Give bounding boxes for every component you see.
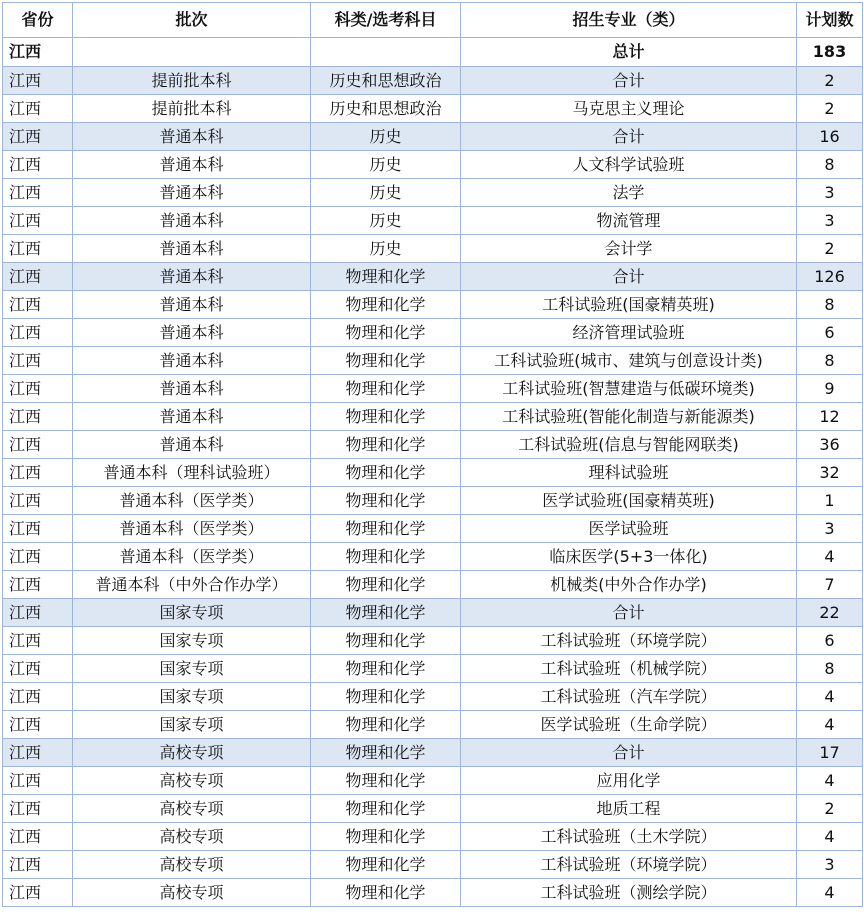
cell-subject: 物理和化学 (311, 263, 461, 291)
cell-subject: 物理和化学 (311, 403, 461, 431)
cell-batch (73, 38, 311, 67)
cell-plan-count: 2 (797, 235, 863, 263)
cell-plan-count: 6 (797, 627, 863, 655)
cell-batch: 普通本科 (73, 207, 311, 235)
table-row (3, 571, 863, 599)
cell-major: 医学试验班 (461, 515, 797, 543)
subtotal-row (3, 263, 863, 291)
cell-batch: 国家专项 (73, 627, 311, 655)
cell-plan-count: 4 (797, 683, 863, 711)
cell-batch: 高校专项 (73, 823, 311, 851)
cell-subject: 物理和化学 (311, 515, 461, 543)
cell-subject: 物理和化学 (311, 375, 461, 403)
table-row (3, 207, 863, 235)
cell-major: 地质工程 (461, 795, 797, 823)
cell-major: 医学试验班（生命学院） (461, 711, 797, 739)
cell-batch: 普通本科（医学类） (73, 515, 311, 543)
cell-subject: 物理和化学 (311, 431, 461, 459)
cell-batch: 普通本科 (73, 179, 311, 207)
cell-batch: 普通本科（理科试验班） (73, 459, 311, 487)
cell-batch: 高校专项 (73, 739, 311, 767)
cell-subject: 物理和化学 (311, 627, 461, 655)
cell-subject: 物理和化学 (311, 319, 461, 347)
cell-subject: 物理和化学 (311, 711, 461, 739)
cell-batch: 普通本科 (73, 263, 311, 291)
cell-major: 医学试验班(国豪精英班) (461, 487, 797, 515)
cell-province: 江西 (3, 711, 73, 739)
table-row (3, 375, 863, 403)
table-header (3, 3, 863, 38)
cell-province: 江西 (3, 879, 73, 907)
header-batch: 批次 (73, 3, 311, 38)
cell-major: 工科试验班（机械学院） (461, 655, 797, 683)
cell-major: 临床医学(5+3一体化) (461, 543, 797, 571)
cell-batch: 提前批本科 (73, 67, 311, 95)
cell-province: 江西 (3, 403, 73, 431)
cell-province: 江西 (3, 767, 73, 795)
table-row (3, 459, 863, 487)
cell-major: 人文科学试验班 (461, 151, 797, 179)
table-row (3, 403, 863, 431)
cell-subject: 物理和化学 (311, 347, 461, 375)
cell-subject: 历史 (311, 179, 461, 207)
table-row (3, 291, 863, 319)
cell-batch: 国家专项 (73, 711, 311, 739)
cell-plan-count: 4 (797, 823, 863, 851)
cell-subject: 物理和化学 (311, 879, 461, 907)
cell-plan-count: 36 (797, 431, 863, 459)
cell-subject: 物理和化学 (311, 543, 461, 571)
table-row (3, 95, 863, 123)
cell-major: 工科试验班（汽车学院） (461, 683, 797, 711)
cell-batch: 高校专项 (73, 879, 311, 907)
cell-plan-count: 8 (797, 151, 863, 179)
cell-subject: 物理和化学 (311, 459, 461, 487)
cell-province: 江西 (3, 487, 73, 515)
enrollment-plan-table (2, 2, 863, 907)
cell-province: 江西 (3, 571, 73, 599)
cell-major: 工科试验班(城市、建筑与创意设计类) (461, 347, 797, 375)
cell-province: 江西 (3, 375, 73, 403)
cell-plan-count: 16 (797, 123, 863, 151)
cell-subject: 历史 (311, 235, 461, 263)
table-row (3, 235, 863, 263)
table-row (3, 179, 863, 207)
subtotal-row (3, 599, 863, 627)
table-row (3, 487, 863, 515)
cell-batch: 普通本科 (73, 235, 311, 263)
total-row (3, 38, 863, 67)
cell-plan-count: 2 (797, 67, 863, 95)
cell-subject: 物理和化学 (311, 655, 461, 683)
cell-major: 机械类(中外合作办学) (461, 571, 797, 599)
cell-subject: 历史 (311, 207, 461, 235)
cell-province: 江西 (3, 739, 73, 767)
cell-plan-count: 8 (797, 347, 863, 375)
cell-major: 应用化学 (461, 767, 797, 795)
cell-plan-count: 4 (797, 543, 863, 571)
cell-plan-count: 2 (797, 795, 863, 823)
cell-province: 江西 (3, 795, 73, 823)
cell-major: 经济管理试验班 (461, 319, 797, 347)
cell-subject: 历史和思想政治 (311, 95, 461, 123)
cell-subject: 物理和化学 (311, 823, 461, 851)
cell-province: 江西 (3, 95, 73, 123)
table-row (3, 515, 863, 543)
cell-province: 江西 (3, 683, 73, 711)
table-row (3, 767, 863, 795)
cell-province: 江西 (3, 235, 73, 263)
cell-province: 江西 (3, 319, 73, 347)
cell-major: 理科试验班 (461, 459, 797, 487)
cell-batch: 国家专项 (73, 683, 311, 711)
table-row (3, 543, 863, 571)
cell-subject: 物理和化学 (311, 795, 461, 823)
cell-subject: 物理和化学 (311, 599, 461, 627)
cell-subject: 物理和化学 (311, 683, 461, 711)
cell-subject: 物理和化学 (311, 739, 461, 767)
cell-province: 江西 (3, 207, 73, 235)
cell-plan-count: 8 (797, 291, 863, 319)
cell-subject: 物理和化学 (311, 291, 461, 319)
cell-plan-count: 9 (797, 375, 863, 403)
cell-plan-count: 4 (797, 711, 863, 739)
cell-major: 工科试验班（环境学院） (461, 627, 797, 655)
cell-plan-count: 12 (797, 403, 863, 431)
cell-subject: 物理和化学 (311, 851, 461, 879)
cell-province: 江西 (3, 347, 73, 375)
cell-plan-count: 1 (797, 487, 863, 515)
cell-batch: 高校专项 (73, 795, 311, 823)
cell-subject: 历史和思想政治 (311, 67, 461, 95)
header-row (3, 3, 863, 38)
cell-major: 工科试验班(智慧建造与低碳环境类) (461, 375, 797, 403)
cell-province: 江西 (3, 263, 73, 291)
cell-plan-count: 3 (797, 207, 863, 235)
cell-subject (311, 38, 461, 67)
cell-major: 合计 (461, 263, 797, 291)
cell-batch: 高校专项 (73, 767, 311, 795)
cell-batch: 高校专项 (73, 851, 311, 879)
cell-batch: 普通本科 (73, 431, 311, 459)
cell-major: 工科试验班（土木学院） (461, 823, 797, 851)
cell-subject: 物理和化学 (311, 767, 461, 795)
cell-major: 工科试验班(国豪精英班) (461, 291, 797, 319)
cell-batch: 普通本科 (73, 123, 311, 151)
cell-plan-count: 3 (797, 179, 863, 207)
cell-batch: 普通本科（医学类） (73, 487, 311, 515)
subtotal-row (3, 123, 863, 151)
cell-major: 合计 (461, 67, 797, 95)
table-row (3, 151, 863, 179)
cell-batch: 国家专项 (73, 655, 311, 683)
cell-batch: 普通本科 (73, 319, 311, 347)
table-row (3, 851, 863, 879)
cell-plan-count: 3 (797, 515, 863, 543)
cell-province: 江西 (3, 431, 73, 459)
cell-subject: 物理和化学 (311, 487, 461, 515)
cell-subject: 历史 (311, 123, 461, 151)
enrollment-plan-table-container (2, 2, 862, 907)
cell-plan-count: 6 (797, 319, 863, 347)
cell-major: 物流管理 (461, 207, 797, 235)
cell-province: 江西 (3, 515, 73, 543)
cell-plan-count: 2 (797, 95, 863, 123)
cell-province: 江西 (3, 151, 73, 179)
cell-plan-count: 4 (797, 767, 863, 795)
cell-province: 江西 (3, 543, 73, 571)
cell-province: 江西 (3, 123, 73, 151)
table-row (3, 431, 863, 459)
cell-province: 江西 (3, 291, 73, 319)
cell-batch: 普通本科 (73, 375, 311, 403)
header-plan-count: 计划数 (797, 3, 863, 38)
cell-province: 江西 (3, 38, 73, 67)
cell-major: 工科试验班（测绘学院） (461, 879, 797, 907)
table-row (3, 683, 863, 711)
cell-major: 工科试验班(信息与智能网联类) (461, 431, 797, 459)
cell-major: 合计 (461, 123, 797, 151)
table-row (3, 795, 863, 823)
cell-major: 工科试验班（环境学院） (461, 851, 797, 879)
cell-batch: 提前批本科 (73, 95, 311, 123)
cell-batch: 普通本科 (73, 403, 311, 431)
cell-batch: 国家专项 (73, 599, 311, 627)
cell-major: 合计 (461, 739, 797, 767)
cell-plan-count: 8 (797, 655, 863, 683)
table-body (3, 38, 863, 907)
table-row (3, 347, 863, 375)
cell-plan-count: 4 (797, 879, 863, 907)
header-subject: 科类/选考科目 (311, 3, 461, 38)
table-row (3, 823, 863, 851)
cell-province: 江西 (3, 599, 73, 627)
cell-plan-count: 22 (797, 599, 863, 627)
cell-major: 工科试验班(智能化制造与新能源类) (461, 403, 797, 431)
cell-province: 江西 (3, 179, 73, 207)
cell-plan-count: 17 (797, 739, 863, 767)
cell-subject: 历史 (311, 151, 461, 179)
cell-major: 会计学 (461, 235, 797, 263)
cell-plan-count: 7 (797, 571, 863, 599)
cell-plan-count: 3 (797, 851, 863, 879)
cell-major: 马克思主义理论 (461, 95, 797, 123)
cell-province: 江西 (3, 627, 73, 655)
cell-major: 合计 (461, 599, 797, 627)
cell-plan-count: 32 (797, 459, 863, 487)
table-row (3, 655, 863, 683)
cell-province: 江西 (3, 655, 73, 683)
cell-batch: 普通本科（医学类） (73, 543, 311, 571)
table-row (3, 627, 863, 655)
cell-province: 江西 (3, 823, 73, 851)
cell-major: 总计 (461, 38, 797, 67)
cell-plan-count: 183 (797, 38, 863, 67)
cell-batch: 普通本科 (73, 151, 311, 179)
cell-batch: 普通本科 (73, 347, 311, 375)
header-major: 招生专业（类） (461, 3, 797, 38)
cell-batch: 普通本科（中外合作办学） (73, 571, 311, 599)
subtotal-row (3, 739, 863, 767)
subtotal-row (3, 67, 863, 95)
cell-subject: 物理和化学 (311, 571, 461, 599)
table-row (3, 711, 863, 739)
cell-province: 江西 (3, 67, 73, 95)
cell-province: 江西 (3, 851, 73, 879)
table-row (3, 319, 863, 347)
header-province: 省份 (3, 3, 73, 38)
cell-major: 法学 (461, 179, 797, 207)
cell-plan-count: 126 (797, 263, 863, 291)
cell-province: 江西 (3, 459, 73, 487)
cell-batch: 普通本科 (73, 291, 311, 319)
table-row (3, 879, 863, 907)
